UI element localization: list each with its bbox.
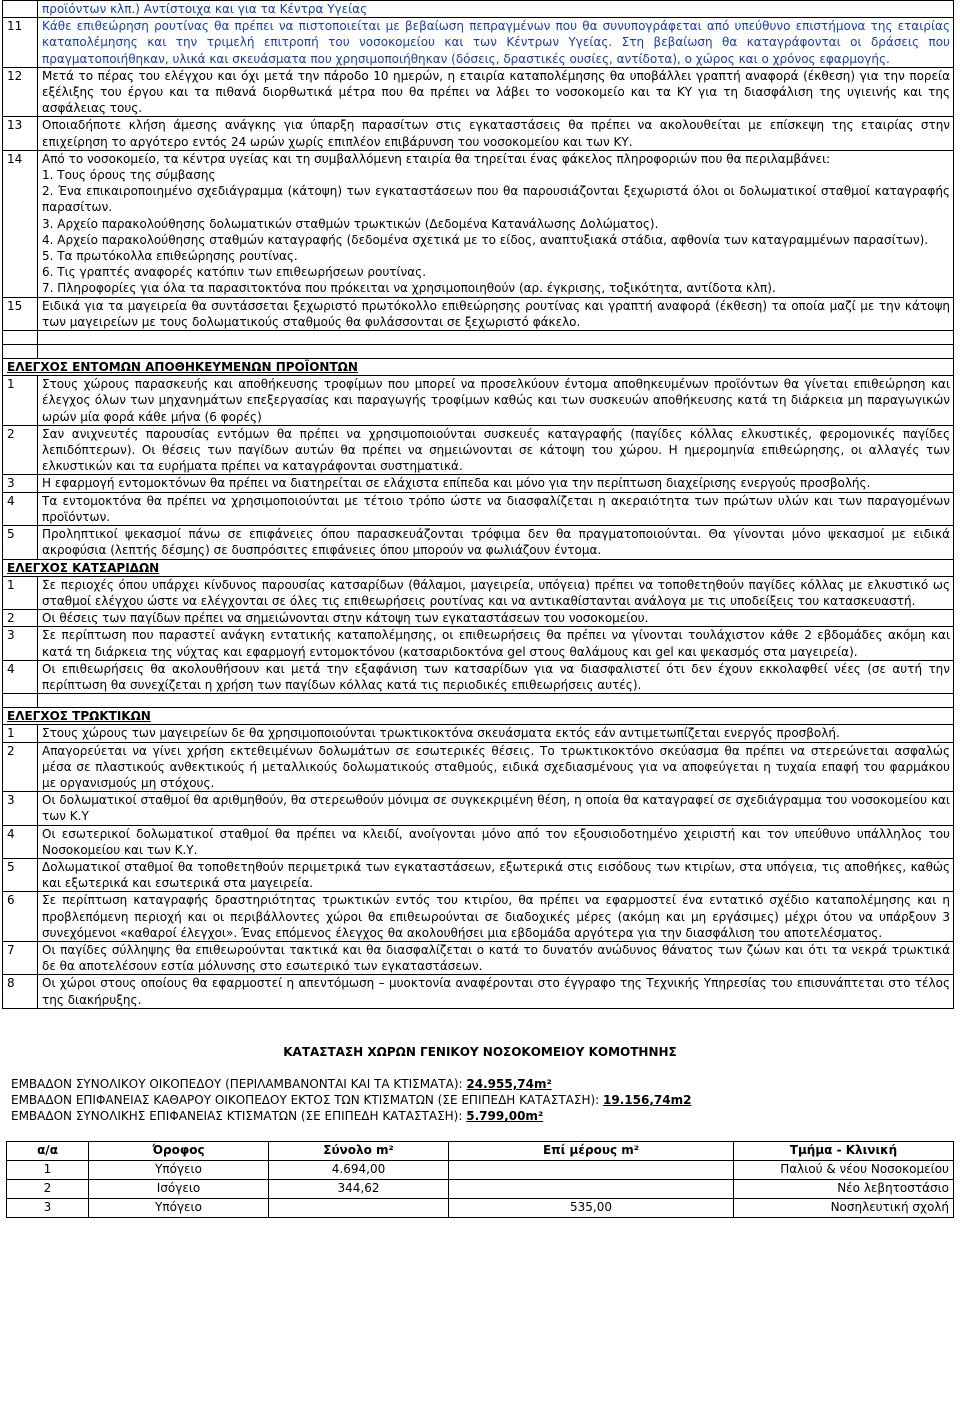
table-row <box>3 1 954 18</box>
list-item: 7. Πληροφορίες για όλα τα παρασιτοκτόνα που πρόκειται να χρησιμοποιηθούν (αρ. έγκρισης, τοξικότητα, αντίδοτα κλπ). <box>42 281 776 296</box>
table-row <box>3 150 954 297</box>
column-header: Τμήμα - Κλινική <box>734 1141 954 1160</box>
row-text: Μετά το πέρας του ελέγχου και όχι μετά την πάροδο 10 ημερών, η εταιρία καταπολέμησης θα υποβάλλει γραπτή αναφορά (έκθεση) για την πορεία εξέλιξης του έργου και τα πιθανά διορθωτικά μέτρα που θα πρέπει να λάβει το νοσοκομείο και τα ΚΥ για τη διασφάλιση της υγιεινής και της ασφάλειας τους. <box>38 67 954 117</box>
table-row: 1 Υπόγειο 4.694,00 Παλιού & νέου Νοσοκομείου <box>7 1160 954 1179</box>
rooms-table <box>6 1141 954 1218</box>
section-title-rodents: ΕΛΕΓΧΟΣ ΤΡΩΚΤΙΚΩΝ <box>3 708 954 725</box>
area-value: 19.156,74m2 <box>603 1093 692 1108</box>
table-row: 1 Στους χώρους παρασκευής και αποθήκευσης τροφίμων που μπορεί να προσελκύουν έντομα αποθηκευμένων προϊόντων θα γίνεται επιθεώρηση και έλεγχος όλων των μηχανημάτων επεξεργασίας και παραγωγής τροφίμων καθώς και των συσκευών αποθήκευσης κατά τη διάρκεια μη παραγωγικών ωρών μία φορά κάθε μήνα (6 φορές) <box>3 376 954 426</box>
table-row <box>3 297 954 330</box>
table-row: 7 Οι παγίδες σύλληψης θα επιθεωρούνται τακτικά και θα διασφαλίζεται ο κατά το δυνατόν ανώδυνος θάνατος των ζώων και ότι τα νεκρά τρωκτικά δε θα αποτελέσουν εστία μόλυνσης στο εσωτερικό των εγκαταστάσεων. <box>3 941 954 974</box>
table-row: 2 Ισόγειο 344,62 Νέο λεβητοστάσιο <box>7 1179 954 1198</box>
top-fragment: προϊόντων κλπ.) Αντίστοιχα και για τα Κέντρα Υγείας <box>38 1 954 18</box>
status-title: ΚΑΤΑΣΤΑΣΗ ΧΩΡΩΝ ΓΕΝΙΚΟΥ ΝΟΣΟΚΟΜΕΙΟΥ ΚΟΜΟΤΗΝΗΣ <box>283 1044 677 1059</box>
table-row: 1 Στους χώρους των μαγειρείων δε θα χρησιμοποιούνται τρωκτικοκτόνα σκευάσματα εκτός εάν αντιμετωπίζεται ενεργός προσβολή. <box>3 725 954 742</box>
table-row: 2 Απαγορεύεται να γίνει χρήση εκτεθειμένων δολωμάτων σε εσωτερικές θέσεις. Το τρωκτικοκτόνο σκεύασμα θα πρέπει να στερεώνεται ασφαλώς μέσα σε πλαστικούς ανθεκτικούς ή μεταλλικούς δολωματικούς σταθμούς, ειδικά σχεδιασμένους για να αποφεύγεται η τυχαία επαφή του φαρμάκου με οργανισμούς μη στόχους. <box>3 742 954 792</box>
table-row: 3 Υπόγειο 535,00 Νοσηλευτική σχολή <box>7 1198 954 1217</box>
area-value: 5.799,00m² <box>466 1109 544 1124</box>
area-value: 24.955,74m² <box>466 1076 552 1091</box>
list-item: 6. Τις γραπτές αναφορές κατόπιν των επιθεωρήσεων ρουτίνας. <box>42 265 427 280</box>
table-row: 4 Οι εσωτερικοί δολωματικοί σταθμοί θα πρέπει να κλειδί, ανοίγονται μόνο από τον εξουσιοδοτημένο χειριστή και τον υπεύθυνο υπάλληλος του Νοσοκομείου και των Κ.Υ. <box>3 825 954 858</box>
blank-row <box>3 694 954 708</box>
table-row: 5 Δολωματικοί σταθμοί θα τοποθετηθούν περιμετρικά των εγκαταστάσεων, εξωτερικά στις εισόδους των κτιρίων, στα υπόγεια, τις αποθήκες, καθώς και εξωτερικά και εσωτερικά στα μαγειρεία. <box>3 858 954 891</box>
table-row <box>3 117 954 150</box>
list-item: 2. Ένα επικαιροποιημένο σχεδιάγραμμα (κάτοψη) των εγκαταστάσεων που θα παρουσιάζονται ξεχωριστά όλοι οι δολωματικοί σταθμοί καταγραφής παρασίτων. <box>42 184 950 215</box>
list-item: 5. Τα πρωτόκολλα επιθεώρησης ρουτίνας. <box>42 249 298 264</box>
rooms-header-row <box>7 1141 954 1160</box>
table-row: 3 Οι δολωματικοί σταθμοί θα αριθμηθούν, θα στερεωθούν μόνιμα σε συγκεκριμένη θέση, η οποία θα καταγραφεί σε σχεδιάγραμμα του νοσοκομείου και των Κ.Υ <box>3 792 954 825</box>
row-number: 15 <box>3 297 38 330</box>
column-header: Επί μέρους m² <box>449 1141 734 1160</box>
section-heading-row <box>3 708 954 725</box>
row-number: 14 <box>3 150 38 297</box>
section-title-insects: ΕΛΕΓΧΟΣ ΕΝΤΟΜΩΝ ΑΠΟΘΗΚΕΥΜΕΝΩΝ ΠΡΟΪΟΝΤΩΝ <box>3 359 954 376</box>
row-number: 12 <box>3 67 38 117</box>
row-text: Κάθε επιθεώρηση ρουτίνας θα πρέπει να πιστοποιείται με βεβαίωση πεπραγμένων που θα συνυπογράφεται από υπεύθυνο επιστήμονα της εταιρίας καταπολέμησης και την τριμελή επιτροπή του νοσοκομείου και των Κέντρων Υγείας. Στη βεβαίωση θα καταγράφονται οι δράσεις που πραγματοποιήθηκαν, υλικά και σκευάσματα που χρησιμοποιήθηκαν (δόσεις, δραστικές ουσίες, αντίδοτα), ο χώρος και ο χρόνος εφαρμογής. <box>42 19 950 66</box>
table-row: 4 Τα εντομοκτόνα θα πρέπει να χρησιμοποιούνται με τέτοιο τρόπο ώστε να διασφαλίζεται η ακεραιότητα των πρώτων υλών και των παραγομένων προϊόντων. <box>3 492 954 525</box>
row-text: Ειδικά για τα μαγειρεία θα συντάσσεται ξεχωριστό πρωτόκολλο επιθεώρησης ρουτίνας και γραπτή αναφορά (έκθεση) τα οποία μαζί με την κάτοψη των μαγειρείων με τους δολωματικούς σταθμούς θα φυλάσσονται σε ξεχωριστό φάκελο. <box>38 297 954 330</box>
table-row: 2 Οι θέσεις των παγίδων πρέπει να σημειώνονται στην κάτοψη των εγκαταστάσεων του νοσοκομείου. <box>3 610 954 627</box>
table-row: 3 Η εφαρμογή εντομοκτόνων θα πρέπει να διατηρείται σε ελάχιστα επίπεδα και μόνο για την περίπτωση διαχείρισης ενεργούς προσβολής. <box>3 475 954 492</box>
row-number: 11 <box>3 18 38 68</box>
table-row: 3 Σε περίπτωση που παραστεί ανάγκη εντατικής καταπολέμησης, οι επιθεωρήσεις θα πρέπει να γίνονται τουλάχιστον κάθε 2 εβδομάδες ακόμη και κατά τη διάρκεια της νύχτας και εφαρμογή εντομοκτόνου (κατσαριδοκτόνα gel στους θαλάμους και gel και ψεκασμός στα μαγειρεία). <box>3 627 954 660</box>
table-row: 1 Σε περιοχές όπου υπάρχει κίνδυνος παρουσίας κατσαρίδων (θάλαμοι, μαγειρεία, υπόγεια) πρέπει να τοποθετηθούν παγίδες κόλλας με ελκυστικό ως σταθμοί ελέγχου ώστε να ελέγχονται σε όλες τις επιθεωρήσεις ρουτίνας και να αντικαθίστανται ανάλογα με τις υποδείξεις του κατασκευαστή. <box>3 576 954 609</box>
table-row: 2 Σαν ανιχνευτές παρουσίας εντόμων θα πρέπει να χρησιμοποιούνται συσκευές καταγραφής (παγίδες κόλλας ελκυστικές, φερομονικές παγίδες λεπιδόπτερων). Οι θέσεις των παγίδων αυτών θα πρέπει να σημειώνονται σε κάτοψη του χώρου. Η ημερομηνία επιθεώρησης, οι αλλαγές των ελκυστικών και τα ευρήματα πρέπει να καταγράφονται συστηματικά. <box>3 425 954 475</box>
area-line: ΕΜΒΑΔΟΝ ΣΥΝΟΛΙΚΟΥ ΟΙΚΟΠΕΔΟΥ (ΠΕΡΙΛΑΜΒΑΝΟΝΤΑΙ ΚΑΙ ΤΑ ΚΤΙΣΜΑΤΑ): 24.955,74m² <box>11 1076 552 1091</box>
section-heading-row <box>3 559 954 576</box>
blank-row <box>3 331 954 345</box>
column-header: Όροφος <box>89 1141 269 1160</box>
section-title-cockroaches: ΕΛΕΓΧΟΣ ΚΑΤΣΑΡΙΔΩΝ <box>3 559 954 576</box>
column-header: Σύνολο m² <box>269 1141 449 1160</box>
table-row: 5 Προληπτικοί ψεκασμοί πάνω σε επιφάνειες όπου παρασκευάζονται τρόφιμα δεν θα πραγματοποιούνται. Θα γίνονται μόνο ψεκασμοί με ειδικά ακροφύσια (λεπτής δέσμης) σε δυσπρόσιτες επιφάνειες όπου μπορούν να φωλιάζουν έντομα. <box>3 526 954 559</box>
table-row <box>3 67 954 117</box>
column-header: α/α <box>7 1141 89 1160</box>
row14-intro: Από το νοσοκομείο, τα κέντρα υγείας και τη συμβαλλόμενη εταιρία θα τηρείται ένας φάκελος πληροφοριών που θα περιλαμβάνει: <box>42 151 831 166</box>
table-row: 4 Οι επιθεωρήσεις θα ακολουθήσουν και μετά την εξαφάνιση των κατσαρίδων για να διασφαλιστεί ότι δεν έχουν εκκολαφθεί νέες (σε αυτή την περίπτωση θα συνεχίζεται η χρήση των παγίδων κόλλας κατά τις περιοδικές επιθεωρήσεις αυτές). <box>3 660 954 693</box>
table-row <box>3 18 954 68</box>
area-line: ΕΜΒΑΔΟΝ ΣΥΝΟΛΙΚΗΣ ΕΠΙΦΑΝΕΙΑΣ ΚΤΙΣΜΑΤΩΝ (ΣΕ ΕΠΙΠΕΔΗ ΚΑΤΑΣΤΑΣΗ): 5.799,00m² <box>11 1109 544 1124</box>
section-heading-row <box>3 359 954 376</box>
area-line: ΕΜΒΑΔΟΝ ΕΠΙΦΑΝΕΙΑΣ ΚΑΘΑΡΟΥ ΟΙΚΟΠΕΔΟΥ ΕΚΤΟΣ ΤΩΝ ΚΤΙΣΜΑΤΩΝ (ΣΕ ΕΠΙΠΕΔΗ ΚΑΤΑΣΤΑΣΗ): 19.156,74m2 <box>11 1093 692 1108</box>
row-text: Οποιαδήποτε κλήση άμεσης ανάγκης για ύπαρξη παρασίτων στις εγκαταστάσεις θα πρέπει να ακολουθείται με επίσκεψη της εταιρίας στην επιχείρηση το αργότερο εντός 24 ωρών χωρίς επιπλέον επιβάρυνση του νοσοκομείου και των ΚΥ. <box>38 117 954 150</box>
specifications-table <box>2 0 954 1009</box>
list-item: 3. Αρχείο παρακολούθησης δολωματικών σταθμών τρωκτικών (Δεδομένα Κατανάλωσης Δολώματος). <box>42 216 659 231</box>
blank-row <box>3 345 954 359</box>
table-row: 6 Σε περίπτωση καταγραφής δραστηριότητας τρωκτικών εντός του κτιρίου, θα πρέπει να εφαρμοστεί ένα εντατικό σχέδιο καταπολέμησης και η προβλεπόμενη περιοχή και οι περιβάλλοντες χώροι θα επιθεωρούνται σε διαδοχικές μέρες (ακόμη και μη εργάσιμες) μέχρι ότου να υπάρξουν 3 συνεχόμενοι «καθαροί έλεγχοι». Ένας επόμενος έλεγχος θα ακολουθήσει μια εβδομάδα αργότερα για την διασφάλιση του αποτελέσματος. <box>3 892 954 942</box>
list-item: 4. Αρχείο παρακολούθησης σταθμών καταγραφής (δεδομένα σχετικά με το είδος, αναπτυξιακά στάδια, αφθονία των καταγραμμένων παρασίτων). <box>42 232 929 247</box>
table-row: 8 Οι χώροι στους οποίους θα εφαρμοστεί η απεντόμωση – μυοκτονία αναφέρονται στο έγγραφο της Τεχνικής Υπηρεσίας του επισυνάπτεται στο τέλος της διακήρυξης. <box>3 975 954 1008</box>
list-item: 1. Τους όρους της σύμβασης <box>42 168 216 183</box>
row-number: 13 <box>3 117 38 150</box>
